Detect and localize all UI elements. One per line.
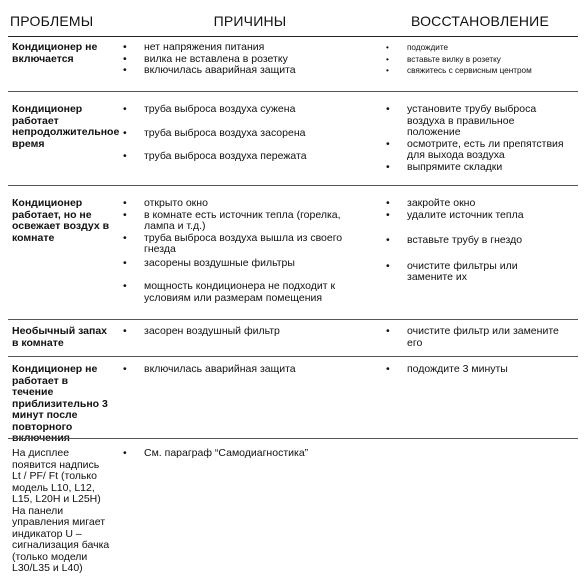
remedies-cell: • очистите фильтр или замените его bbox=[386, 325, 559, 349]
header-causes: ПРИЧИНЫ bbox=[213, 13, 287, 29]
cause-text: вилка не вставлена в розетку bbox=[144, 52, 288, 65]
remedy-text: подождите 3 минуты bbox=[407, 363, 508, 375]
remedy-text: установите трубу выброса воздуха в правильное положение bbox=[407, 103, 537, 138]
causes-cell: • труба выброса воздуха сужена • труба выброса воздуха засорена • труба выброса воздуха пережата bbox=[123, 103, 307, 162]
remedy-text: закройте окно bbox=[407, 197, 476, 209]
cause-text: мощность кондиционера не подходит к условиям или размерам помещения bbox=[144, 280, 336, 304]
problem-cell: Необычный запах в комнате bbox=[12, 325, 108, 349]
header-problems: ПРОБЛЕМЫ bbox=[10, 13, 94, 29]
problem-cell: Кондиционер не включается bbox=[12, 41, 98, 65]
remedies-cell: • закройте окно • удалите источник тепла • вставьте трубу в гнездо • очистите фильтры или замените их bbox=[386, 197, 524, 283]
causes-cell: • включилась аварийная защита bbox=[123, 363, 296, 375]
row-divider bbox=[8, 91, 578, 92]
header-divider bbox=[8, 36, 578, 37]
remedy-text: подождите bbox=[407, 43, 449, 52]
remedies-cell: • подождите • вставьте вилку в розетку • свяжитесь с сервисным центром bbox=[386, 43, 532, 75]
cause-text: засорен воздушный фильтр bbox=[144, 325, 280, 337]
row-divider bbox=[8, 356, 578, 357]
cause-text: засорены воздушные фильтры bbox=[144, 256, 295, 269]
remedy-text: выпрямите складки bbox=[407, 160, 503, 173]
problem-cell: Кондиционер работает, но не освежает воздух в комнате bbox=[12, 197, 110, 244]
causes-cell: • нет напряжения питания • вилка не вставлена в розетку • включилась аварийная защита bbox=[123, 41, 296, 76]
remedy-text: очистите фильтры или замените их bbox=[407, 259, 518, 283]
header-remedies: ВОССТАНОВЛЕНИЕ bbox=[411, 13, 549, 29]
problem-cell: Кондиционер работает непродолжительное время bbox=[12, 103, 120, 150]
remedies-cell: • установите трубу выброса воздуха в правильное положение • осмотрите, есть ли препятствия для выхода воздуха • выпрямите складки bbox=[386, 103, 564, 173]
causes-cell: • засорен воздушный фильтр bbox=[123, 325, 280, 337]
cause-text: в комнате есть источник тепла (горелка, лампа и т.д.) bbox=[144, 208, 341, 232]
remedy-text: очистите фильтр или замените его bbox=[407, 325, 559, 349]
cause-text: нет напряжения питания bbox=[144, 41, 265, 53]
cause-text: труба выброса воздуха сужена bbox=[144, 103, 296, 115]
problem-cell: Кондиционер не работает в течение приблизительно 3 минут после повторного включения bbox=[12, 363, 108, 444]
row-divider bbox=[8, 319, 578, 320]
causes-cell: • открыто окно • в комнате есть источник тепла (горелка, лампа и т.д.) • труба выброса воздуха вышла из своего гнезда • засорены воздушные фильтры • мощность кондиционера не подходит к условиям или размерам помещения bbox=[123, 197, 343, 304]
problem-cell: На дисплее появится надпись Lt / PF/ Ft (только модель L10, L12, L15, L20H и L25H) На панели управления мигает индикатор U – сигнализация бачка (только модели L30/L35 и L40) bbox=[12, 447, 110, 574]
remedy-text: осмотрите, есть ли препятствия для выхода воздуха bbox=[407, 137, 564, 161]
cause-text: труба выброса воздуха пережата bbox=[144, 150, 307, 162]
cause-text: труба выброса воздуха вышла из своего гнезда bbox=[144, 231, 343, 255]
cause-text: труба выброса воздуха засорена bbox=[144, 126, 306, 139]
causes-cell: • См. параграф “Самодиагностика” bbox=[123, 447, 309, 459]
row-divider bbox=[8, 185, 578, 186]
remedy-text: вставьте вилку в розетку bbox=[407, 54, 501, 64]
cause-text: включилась аварийная защита bbox=[144, 64, 296, 76]
remedy-text: свяжитесь с сервисным центром bbox=[407, 66, 532, 75]
cause-text: См. параграф “Самодиагностика” bbox=[144, 447, 309, 459]
row-divider bbox=[8, 438, 578, 439]
cause-text: открыто окно bbox=[144, 197, 208, 209]
cause-text: включилась аварийная защита bbox=[144, 363, 296, 375]
remedy-text: вставьте трубу в гнездо bbox=[407, 234, 523, 246]
remedy-text: удалите источник тепла bbox=[407, 208, 524, 221]
remedies-cell: • подождите 3 минуты bbox=[386, 363, 508, 375]
